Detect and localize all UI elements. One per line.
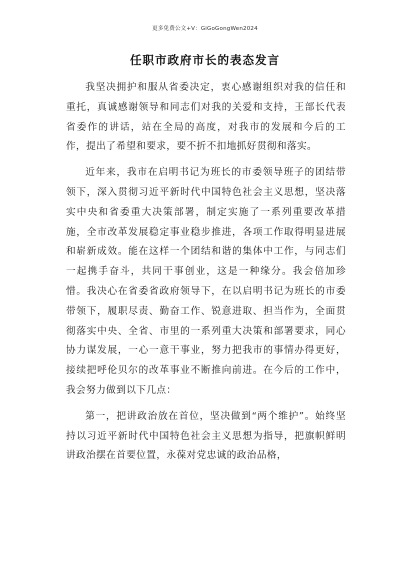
paragraph-3: 第一，把讲政治放在首位，坚决做到“两个维护”。始终坚持以习近平新时代中国特色社会主义思想为指导，把旗帜鲜明讲政治摆在首要位置，永葆对党忠诚的政治品格， (66, 410, 346, 462)
paragraph-1: 我坚决拥护和服从省委决定，衷心感谢组织对我的信任和重托，真诚感谢领导和同志们对我的关爱和支持，王部长代表省委作的讲话，站在全局的高度，对我市的发展和今后的工作，提出了希望和要求，要不折不扣地抓好贯彻和落实。 (66, 82, 346, 153)
header-note: 更多免费公文+V：GiGoGongWen2024 (152, 26, 258, 32)
document-title: 任职市政府市长的表态发言 (130, 53, 280, 67)
document-body (66, 78, 346, 466)
paragraph-2: 近年来，我市在启明书记为班长的市委领导班子的团结带领下，深入贯彻习近平新时代中国特色社会主义思想，坚决落实中央和省委重大决策部署，制定实施了一系列重要改革措施，全市改革发展稳定事业稳步推进，各项工作取得明显进展和崭新成效。能在这样一个团结和谐的集体中工作，与同志们一起携手奋斗，共同干事创业，这是一种缘分。我会倍加珍惜。我决心在省委省政府领导下，在以启明书记为班长的市委带领下，履职尽责、勤奋工作、锐意进取、担当作为，全面贯彻落实中央、全省、市里的一系列重大决策和部署要求，同心协力谋发展，一心一意干事业，努力把我市的事情办得更好，接续把呼伦贝尔的改革事业不断推向前进。在今后的工作中，我会努力做到以下几点： (66, 167, 346, 396)
